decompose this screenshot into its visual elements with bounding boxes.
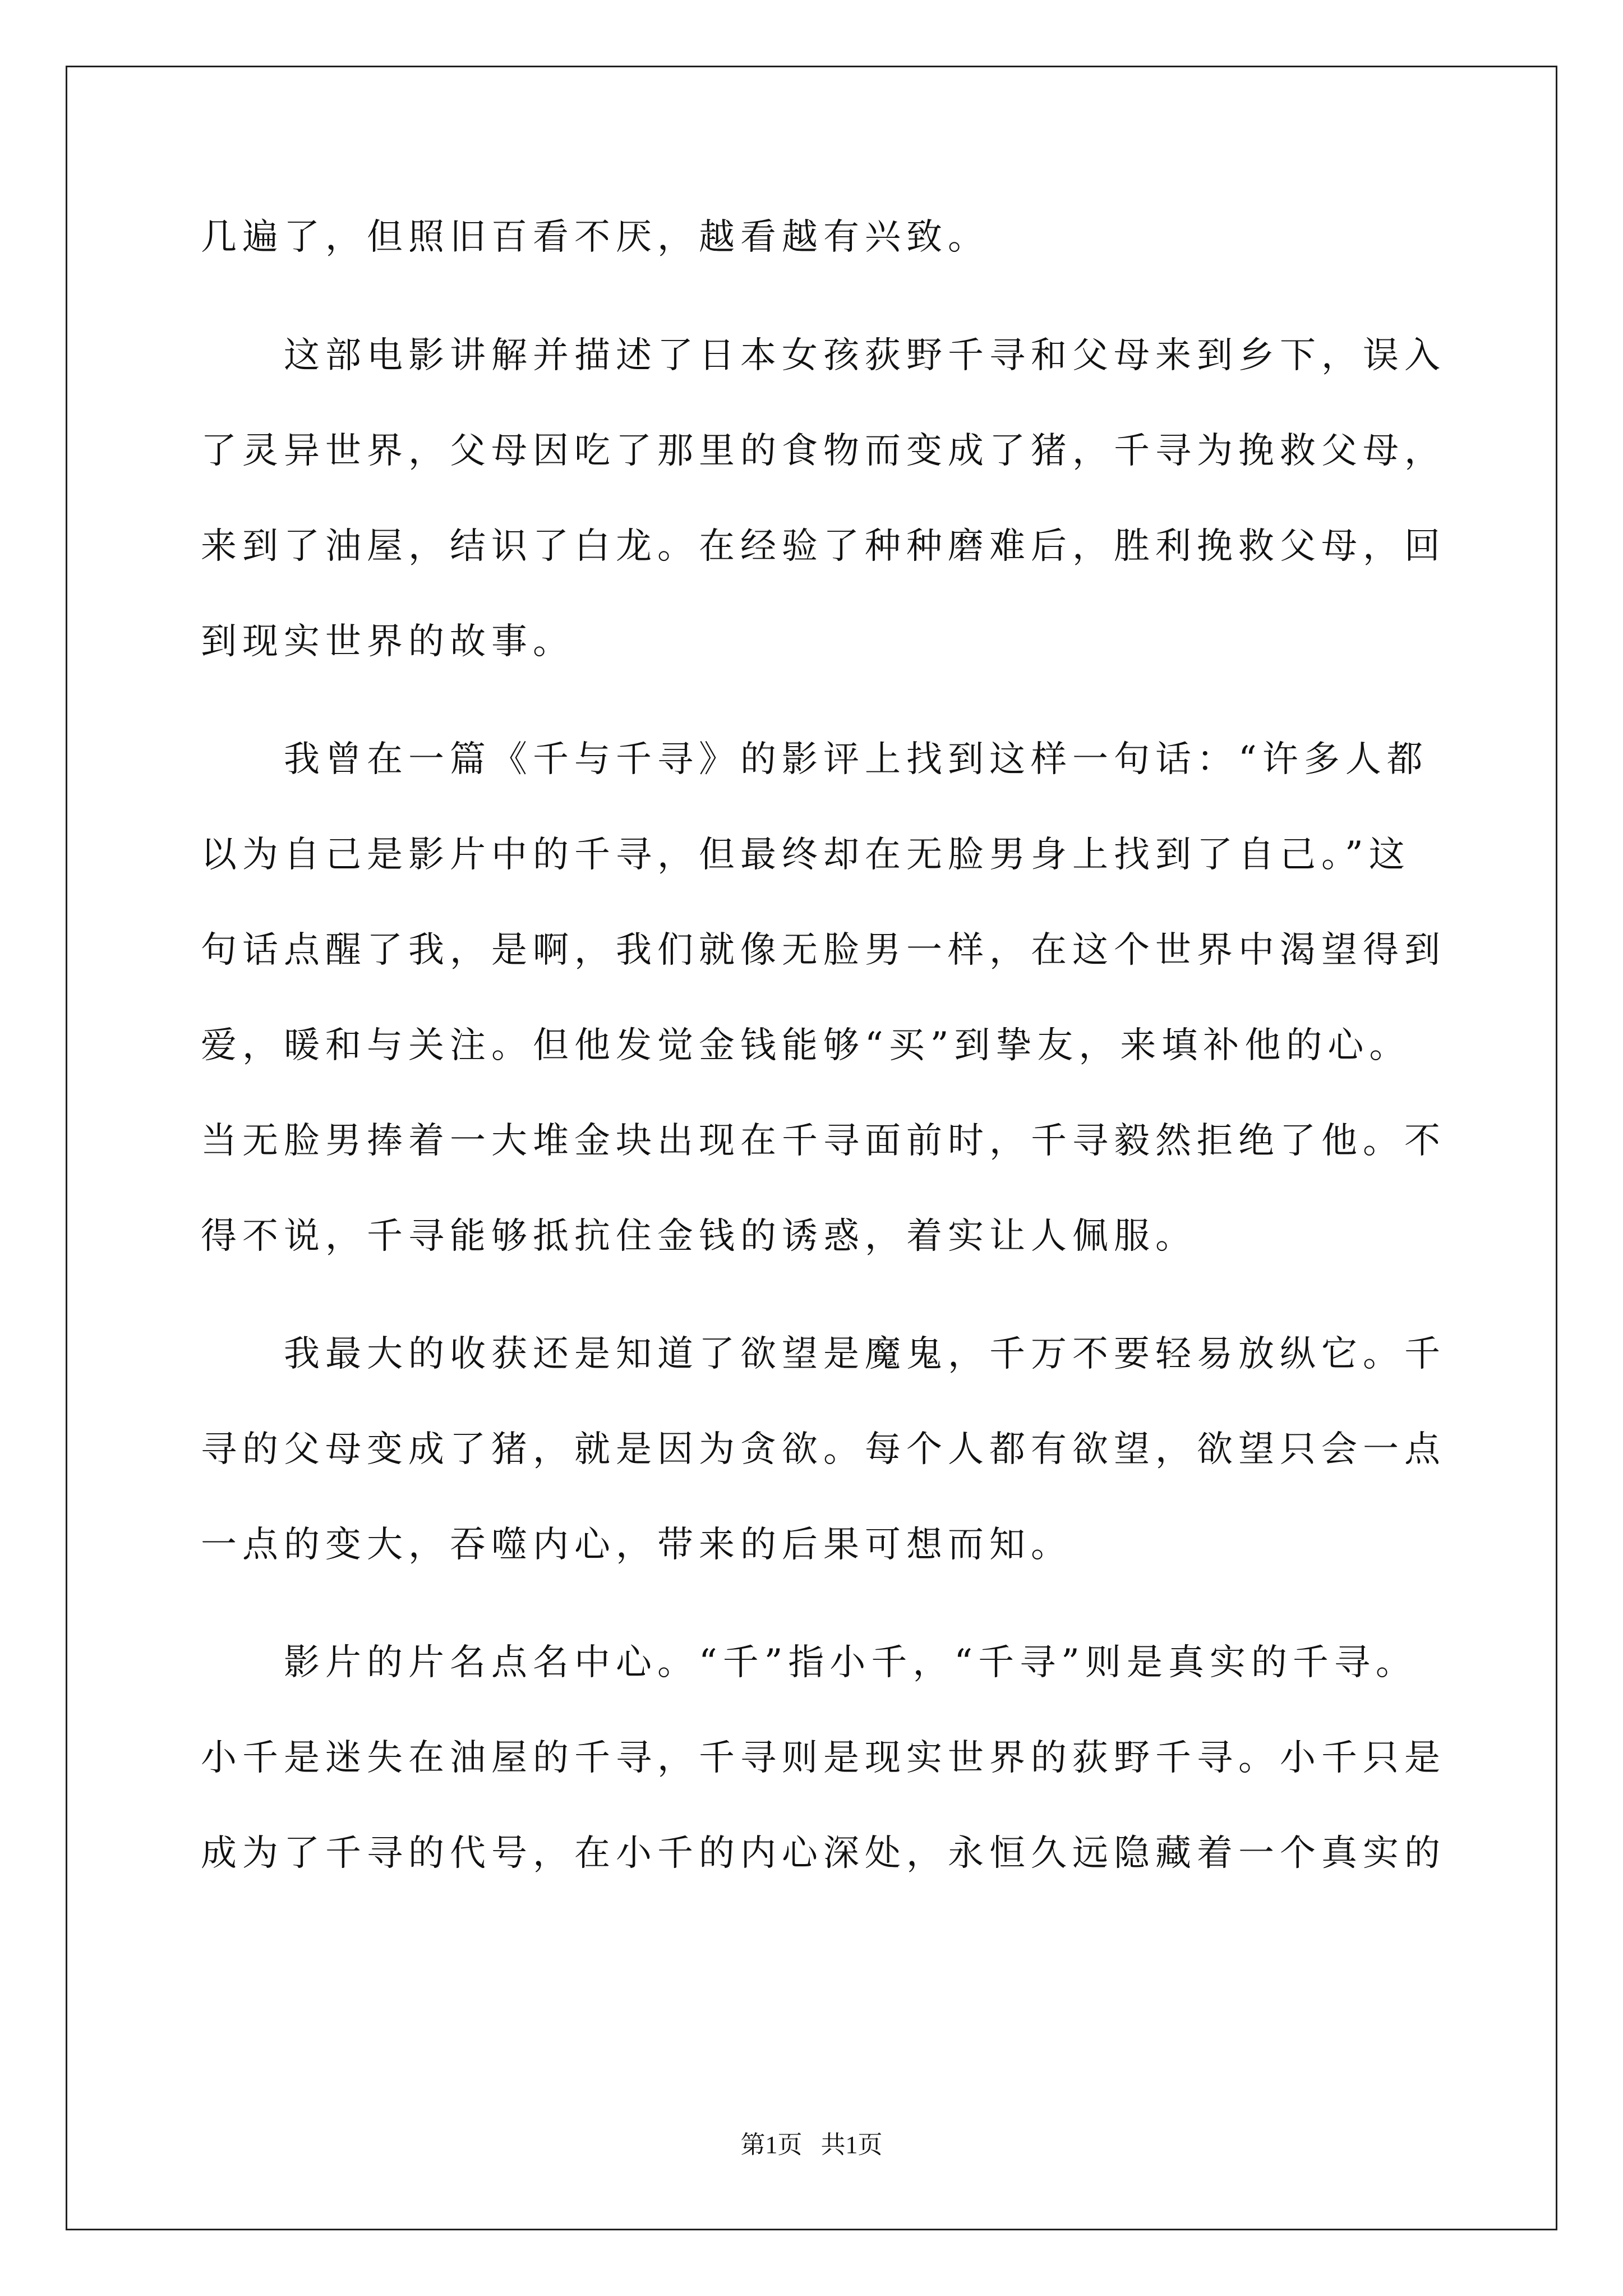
text-line: 得不说，千寻能够抵抗住金钱的诱惑，着实让人佩服。 (201, 1216, 1197, 1257)
text-line: 句话点醒了我，是啊，我们就像无脸男一样，在这个世界中渴望得到 (201, 930, 1446, 971)
text-line: 一点的变大，吞噬内心，带来的后果可想而知。 (201, 1524, 1072, 1566)
text-line: 来到了油屋，结识了白龙。在经验了种种磨难后，胜利挽救父母，回 (201, 526, 1446, 567)
text-line: 到现实世界的故事。 (201, 621, 574, 662)
text-line: 我曾在一篇《千与千寻》的影评上找到这样一句话：“许多人都 (201, 739, 1428, 780)
page-total: 共1页 (820, 2131, 883, 2159)
text-line: 影片的片名点名中心。“千”指小千，“千寻”则是真实的千寻。 (201, 1642, 1417, 1683)
text-line: 我最大的收获还是知道了欲望是魔鬼，千万不要轻易放纵它。千 (201, 1333, 1446, 1375)
page-footer (0, 2129, 1623, 2161)
text-line: 小千是迷失在油屋的千寻，千寻则是现实世界的荻野千寻。小千只是 (201, 1737, 1446, 1779)
text-line: 以为自己是影片中的千寻，但最终却在无脸男身上找到了自己。”这 (201, 834, 1410, 876)
text-line: 这部电影讲解并描述了日本女孩荻野千寻和父母来到乡下，误入 (201, 335, 1446, 376)
text-line: 了灵异世界，父母因吃了那里的食物而变成了猪，千寻为挽救父母， (201, 430, 1446, 472)
text-line: 爱，暖和与关注。但他发觉金钱能够“买”到挚友，来填补他的心。 (201, 1025, 1411, 1066)
text-line: 寻的父母变成了猪，就是因为贪欲。每个人都有欲望，欲望只会一点 (201, 1429, 1446, 1470)
text-line: 成为了千寻的代号，在小千的内心深处，永恒久远隐藏着一个真实的 (201, 1833, 1446, 1874)
page-number: 第1页 (740, 2131, 803, 2159)
text-line: 当无脸男捧着一大堆金块出现在千寻面前时，千寻毅然拒绝了他。不 (201, 1120, 1446, 1162)
text-line: 几遍了，但照旧百看不厌，越看越有兴致。 (201, 217, 989, 258)
